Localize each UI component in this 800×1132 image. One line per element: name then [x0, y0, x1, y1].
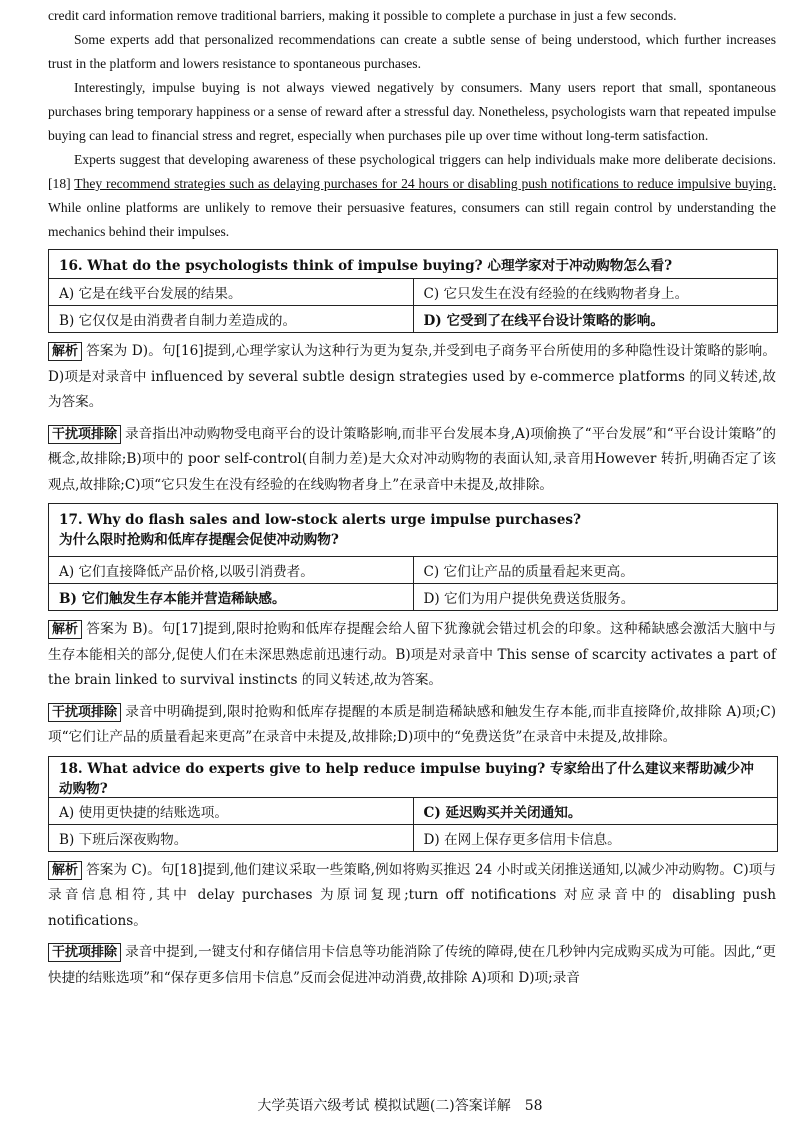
page-footer	[0, 1095, 800, 1115]
question-16-distractor-text: 录音指出冲动购物受电商平台的设计策略影响,而非平台发展本身,A)项偷换了“平台发展”和“平台设计策略”的概念,故排除;B)项中的 poor self-control(自制力差)是大众对冲动购物的表面认知,录音用However 转折,明确否定了该观点,故排除;C)项“它只发生在没有经验的在线购物者身上”在录音中未提及,故排除。	[48, 425, 776, 493]
question-17-option-d: D) 它们为用户提供免费送货服务。	[413, 584, 778, 611]
question-17-box	[48, 503, 778, 611]
question-17-distractor-text: 录音中明确提到,限时抢购和低库存提醒的本质是制造稀缺感和触发生存本能,而非直接降价,故排除 A)项;C)项“它们让产品的质量看起来更高”在录音中未提及,故排除;D)项中的“免费送货”在录音中未提及,故排除。	[48, 703, 776, 745]
question-17-stem	[49, 504, 778, 557]
question-18-stem: 18. What advice do experts give to help reduce impulse buying? 专家给出了什么建议来帮助减少冲动购物?	[49, 756, 778, 797]
question-16-option-a: A) 它是在线平台发展的结果。	[49, 279, 414, 306]
footer-title: 大学英语六级考试 模拟试题(二)答案详解	[257, 1098, 511, 1114]
analysis-tag: 解析	[48, 342, 82, 361]
question-17-option-b: B) 它们触发生存本能并营造稀缺感。	[49, 584, 414, 611]
distractor-tag: 干扰项排除	[48, 943, 121, 962]
question-18-box	[48, 756, 778, 852]
question-18-analysis	[48, 858, 776, 935]
passage-p4-start: Experts suggest that developing awareness of these psychological triggers can help individuals make more deliberate decisions. [18]	[48, 152, 776, 191]
question-18-analysis-text: 答案为 C)。句[18]提到,他们建议采取一些策略,例如将购买推迟 24 小时或关闭推送通知,以减少冲动购物。C)项与录音信息相符,其中 delay purchases 为原词复现;turn off notifications 对应录音中的 disabling push notifications。	[48, 861, 776, 929]
question-17-analysis-text: 答案为 B)。句[17]提到,限时抢购和低库存提醒会给人留下犹豫就会错过机会的印象。这种稀缺感会激活大脑中与生存本能相关的部分,促使人们在未深思熟虑前迅速行动。B)项是对录音中 This sense of scarcity activates a part of the brain linked to survival instincts 的同义转述,故为答案。	[48, 621, 776, 688]
question-17-stem-cn: 为什么限时抢购和低库存提醒会促使冲动购物?	[59, 532, 339, 548]
passage-paragraph-3: Interestingly, impulse buying is not always viewed negatively by consumers. Many users report that small, spontaneous purchases bring temporary happiness or a sense of reward after a stressful day. Nonetheless, psychologists warn that repeated impulse buying can lead to financial stress and regret, especially when purchases pile up over time without long-term satisfaction.	[48, 80, 776, 143]
question-17-option-a: A) 它们直接降低产品价格,以吸引消费者。	[49, 557, 414, 584]
question-16-option-d: D) 它受到了在线平台设计策略的影响。	[413, 306, 778, 333]
passage-paragraph-2: Some experts add that personalized recommendations can create a subtle sense of being understood, which further increases trust in the platform and lowers resistance to spontaneous purchases.	[48, 32, 776, 71]
question-17-analysis	[48, 617, 776, 694]
distractor-tag: 干扰项排除	[48, 425, 121, 444]
question-18-option-c: C) 延迟购买并关闭通知。	[413, 797, 778, 824]
passage-line-1: credit card information remove traditional barriers, making it possible to complete a purchase in just a few seconds.	[48, 8, 677, 23]
passage-p4-underlined: They recommend strategies such as delaying purchases for 24 hours or disabling push notifications to reduce impulsive buying.	[74, 176, 776, 191]
question-18-distractor	[48, 940, 776, 991]
passage-p4-end: While online platforms are unlikely to remove their persuasive features, consumers can still regain control by understanding the mechanics behind their impulses.	[48, 200, 776, 239]
question-16-distractor	[48, 422, 776, 499]
question-18-option-b: B) 下班后深夜购物。	[49, 824, 414, 851]
question-16-option-c: C) 它只发生在没有经验的在线购物者身上。	[413, 279, 778, 306]
question-16-analysis-text: 答案为 D)。句[16]提到,心理学家认为这种行为更为复杂,并受到电子商务平台所使用的多种隐性设计策略的影响。D)项是对录音中 influenced by several subtle design strategies used by e-commerce platforms 的同义转述,故为答案。	[48, 343, 776, 410]
question-18-distractor-text: 录音中提到,一键支付和存储信用卡信息等功能消除了传统的障碍,使在几秒钟内完成购买成为可能。因此,“更快捷的结账选项”和“保存更多信用卡信息”反而会促进冲动消费,故排除 A)项和 D)项;录音	[48, 944, 776, 986]
question-16-option-b: B) 它仅仅是由消费者自制力差造成的。	[49, 306, 414, 333]
question-16-analysis	[48, 339, 776, 416]
question-16-box	[48, 249, 778, 333]
question-16-stem: 16. What do the psychologists think of impulse buying? 心理学家对于冲动购物怎么看?	[49, 250, 778, 279]
question-18-option-a: A) 使用更快捷的结账选项。	[49, 797, 414, 824]
distractor-tag: 干扰项排除	[48, 703, 121, 722]
analysis-tag: 解析	[48, 861, 82, 880]
page-number: 58	[524, 1098, 543, 1114]
question-17-stem-en: 17. Why do flash sales and low-stock alerts urge impulse purchases?	[59, 512, 581, 528]
analysis-tag: 解析	[48, 620, 82, 639]
question-17-option-c: C) 它们让产品的质量看起来更高。	[413, 557, 778, 584]
question-17-distractor	[48, 700, 776, 751]
question-18-option-d: D) 在网上保存更多信用卡信息。	[413, 824, 778, 851]
passage-paragraph-4	[48, 148, 776, 244]
